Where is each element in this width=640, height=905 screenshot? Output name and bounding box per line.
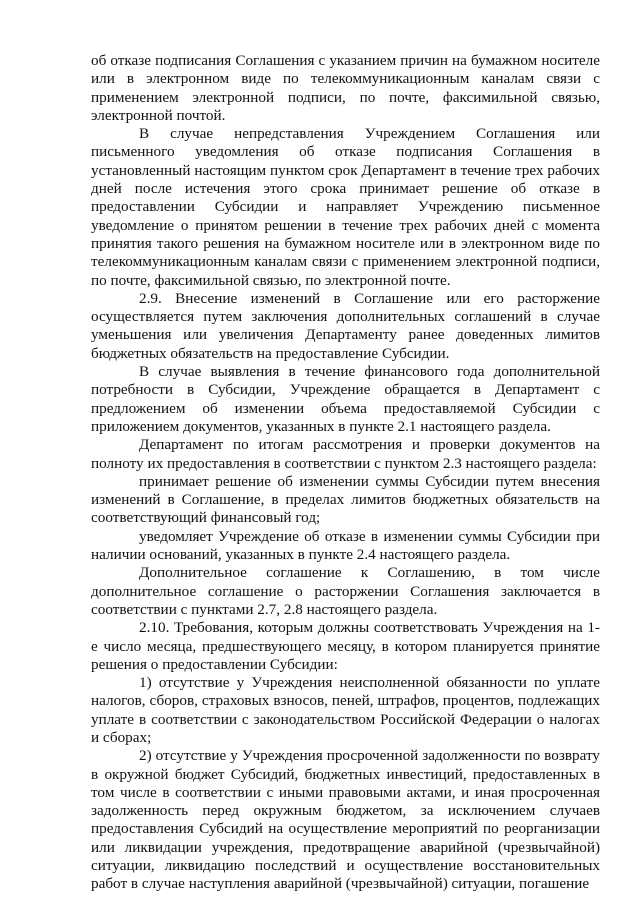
paragraph-decision-change: принимает решение об изменении суммы Субсидии путем внесения изменений в Соглашение, в пределах лимитов бюджетных обязательств на соответствующий финансовый год; bbox=[91, 472, 600, 527]
paragraph-department-review: Департамент по итогам рассмотрения и проверки документов на полноту их предоставления в соответствии с пунктом 2.3 настоящего раздела: bbox=[91, 436, 600, 472]
paragraph-clause-2-9: 2.9. Внесение изменений в Соглашение или его расторжение осуществляется путем заключения дополнительных соглашений в случае уменьшения или увеличения Департаменту ранее доведенных лимитов бюджетных обязательств на предоставление Субсидии. bbox=[91, 289, 600, 362]
paragraph-requirement-1: 1) отсутствие у Учреждения неисполненной обязанности по уплате налогов, сборов, страховых взносов, пеней, штрафов, процентов, подлежащих уплате в соответствии с законодательством Российской Федерации о налогах и сборах; bbox=[91, 674, 600, 746]
paragraph-clause-2-10: 2.10. Требования, которым должны соответствовать Учреждения на 1-е число месяца, предшествующего месяцу, в котором планируется принятие решения о предоставлении Субсидии: bbox=[91, 619, 600, 673]
document-page bbox=[91, 52, 600, 894]
paragraph-refusal-channels: об отказе подписания Соглашения с указанием причин на бумажном носителе или в электронном виде по телекоммуникационным каналам связи с применением электронной подписи, по почте, факсимильной связью, электронной почтой. bbox=[91, 52, 600, 124]
paragraph-additional-agreement: Дополнительное соглашение к Соглашению, в том числе дополнительное соглашение о расторжении Соглашения заключается в соответствии с пунктами 2.7, 2.8 настоящего раздела. bbox=[91, 564, 600, 618]
paragraph-additional-need: В случае выявления в течение финансового года дополнительной потребности в Субсидии, Учреждение обращается в Департамент с предложением об изменении объема предоставляемой Субсидии с приложением документов, указанных в пункте 2.1 настоящего раздела. bbox=[91, 363, 600, 435]
paragraph-requirement-2: 2) отсутствие у Учреждения просроченной задолженности по возврату в окружной бюджет Субсидий, бюджетных инвестиций, предоставленных в том числе в соответствии с иными правовыми актами, и иная просроченная задолженность перед окружным бюджетом, за исключением случаев предоставления Субсидий на осуществление мероприятий по реорганизации или ликвидации учреждения, предотвращение аварийной (чрезвычайной) ситуации, ликвидацию последствий и осуществление восстановительных работ в случае наступления аварийной (чрезвычайной) ситуации, погашение bbox=[91, 747, 600, 893]
paragraph-non-submission: В случае непредставления Учреждением Соглашения или письменного уведомления об отказе подписания Соглашения в установленный настоящим пунктом срок Департамент в течение трех рабочих дней после истечения этого срока принимает решение об отказе в предоставлении Субсидии и направляет Учреждению письменное уведомление о принятом решении в течение трех рабочих дней с момента принятия такого решения на бумажном носителе или в электронном виде по телекоммуникационным каналам связи с применением электронной подписи, по почте, факсимильной связью, по электронной почте. bbox=[91, 125, 600, 289]
paragraph-notify-refusal: уведомляет Учреждение об отказе в изменении суммы Субсидии при наличии оснований, указанных в пункте 2.4 настоящего раздела. bbox=[91, 527, 600, 564]
